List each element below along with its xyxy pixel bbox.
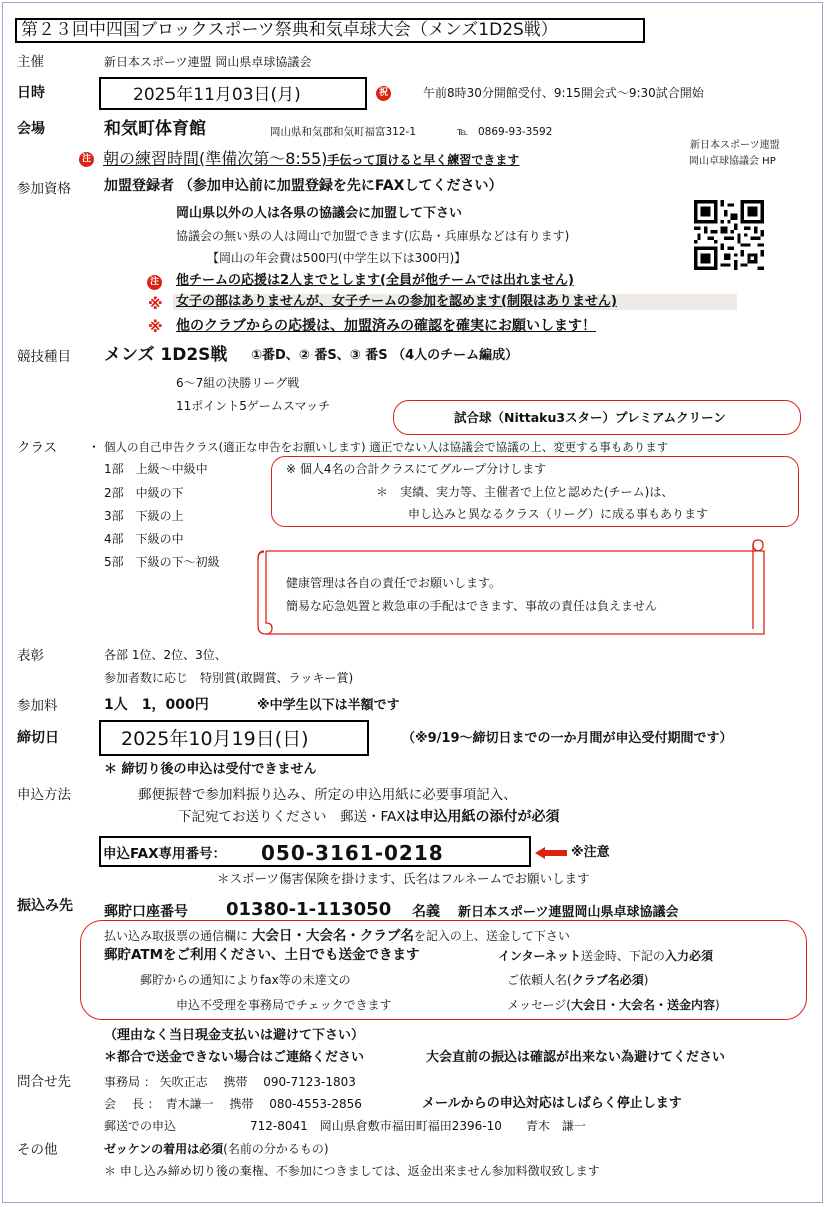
event-label: 競技種目 [17, 349, 71, 365]
fee-note: ※中学生以下は半額です [257, 698, 400, 713]
other-label: その他 [17, 1142, 58, 1158]
transfer-line2-b: インターネット [498, 949, 581, 963]
event-points: 11ポイント5ゲームスマッチ [176, 399, 331, 413]
deadline-warn: ＊ 締切り後の申込は受付できません [104, 762, 317, 777]
venue-address: 岡山県和気郡和気町福富312-1 [270, 126, 417, 138]
transfer-label: 振込み先 [17, 898, 73, 914]
practice-main: 朝の練習時間(準備次第〜8:55) [103, 149, 328, 168]
award-line1: 各部 1位、2位、3位、 [104, 648, 227, 662]
qr-code-icon[interactable] [694, 200, 764, 270]
other-line1 [104, 1142, 329, 1157]
contact-row2: 会 長 ： 青木謙一 携帯 080-4553-2856 [104, 1097, 362, 1111]
note-mark-icon: 注 [147, 275, 162, 290]
asterisk-mark-icon: ※ [148, 318, 163, 336]
contact-row2-note: メールからの申込対応はしばらく停止します [422, 1096, 682, 1111]
contact-row3-b: 712-8041 岡山県倉敷市福田町福田2396-10 青木 謙一 [250, 1119, 586, 1133]
eligibility-note3: 他のクラブからの応援は、加盟済みの確認を確実にお願いします！ [176, 318, 596, 334]
eligibility-note1: 他チームの応援は2人までとします(全員が他チームでは出れません) [176, 273, 574, 288]
transfer-line3-b-wrap [507, 973, 648, 988]
award-line2: 参加者数に応じ 特別賞(敢闘賞、ラッキー賞) [104, 671, 354, 685]
event-league: 6〜7組の決勝リーグ戦 [176, 376, 300, 390]
transfer-line2-c: 送金時、下記の [580, 949, 665, 963]
organizer-label: 主催 [17, 54, 44, 70]
transfer-line4-b: メッセージ( [507, 998, 571, 1012]
venue-label: 会場 [17, 121, 45, 137]
deadline-value: 2025年10月19日(日) [121, 728, 309, 750]
class-label: クラス [17, 440, 58, 456]
hp-line2: 岡山卓球協議会 HP [689, 156, 776, 167]
other-line1-a: ゼッケンの着用は必須 [104, 1142, 224, 1156]
eligibility-label: 参加資格 [17, 181, 71, 197]
transfer-line1 [104, 928, 570, 945]
fee-value: 1人 1，000円 [104, 697, 209, 713]
transfer-line3-a: 郵貯からの通知によりfax等の未達文の [140, 973, 351, 987]
date-box [99, 77, 367, 110]
class-level-5: 5部 下級の下〜初級 [104, 555, 220, 569]
eligibility-note2: 女子の部はありませんが、女子チームの参加を認めます(制限はありません) [173, 294, 737, 310]
class-level-4: 4部 下級の中 [104, 532, 184, 546]
transfer-line3-d: ) [643, 973, 649, 987]
account-name-value: 新日本スポーツ連盟岡山県卓球協議会 [458, 905, 679, 920]
apply-line2-b: は申込用紙の添付が必須 [405, 809, 560, 825]
eligibility-main: 加盟登録者 （参加申込前に加盟登録を先にFAXしてください） [104, 178, 503, 194]
eligibility-line3: 【岡山の年会費は500円(中学生以下は300円)】 [207, 251, 467, 265]
apply-line1: 郵便振替で参加料振り込み、所定の申込用紙に必要事項記入、 [138, 787, 517, 803]
cash-note: （理由なく当日現金支払いは避けて下さい） [104, 1028, 365, 1043]
hp-line1: 新日本スポーツ連盟 [690, 140, 780, 151]
award-label: 表彰 [17, 648, 44, 664]
transfer-line4-a: 申込不受理を事務局でチェックできます [176, 998, 392, 1012]
note-mark-icon: 注 [79, 152, 94, 167]
class-note-box [271, 456, 799, 527]
class-note3: 申し込みと異なるクラス（リーグ）に成る事もあります [408, 507, 709, 521]
contact-row1: 事務局 ： 矢吹正志 携帯 090-7123-1803 [104, 1075, 356, 1089]
class-note2: ＊ 実績、実力等、主催者で上位と認めた(チーム)は、 [376, 485, 674, 499]
event-ball: 試合球（Nittaku3スター）プレミアムクリーン [454, 410, 726, 425]
other-line2: ＊ 申し込み締め切り後の棄権、不参加につきましては、返金出来ません参加料徴収致します [104, 1164, 600, 1178]
transfer-line2-b-wrap [498, 949, 713, 964]
fax-note: ※注意 [571, 845, 610, 860]
account-label: 郵貯口座番号 [104, 904, 188, 920]
class-level-2: 2部 中級の下 [104, 486, 184, 500]
contact-note-a: ＊都合で送金できない場合はご連絡ください [104, 1050, 365, 1065]
class-bullet: ・ [88, 440, 101, 454]
transfer-line1-a: 払い込み取扱票の通信欄に [104, 929, 249, 943]
date-value: 2025年11月03日(月) [133, 85, 301, 105]
event-format: ①番D、② 番S、③ 番S （4人のチーム編成） [251, 348, 519, 363]
deadline-label: 締切日 [17, 730, 59, 746]
class-note1: ※ 個人4名の合計クラスにてグループ分けします [286, 462, 547, 476]
fax-box [99, 836, 531, 867]
contact-row3-a: 郵送での申込 [104, 1119, 177, 1133]
transfer-line2-a: 郵貯ATMをご利用ください、土日でも送金できます [104, 947, 420, 963]
class-level-1: 1部 上級〜中級中 [104, 462, 208, 476]
eligibility-line2: 協議会の無い県の人は岡山で加盟できます(広島・兵庫県などは有ります) [176, 229, 570, 243]
practice-text [103, 149, 519, 169]
arrow-left-icon [535, 847, 567, 859]
transfer-line4-d: ) [714, 998, 720, 1012]
date-label: 日時 [17, 85, 45, 101]
organizer-value: 新日本スポーツ連盟 岡山県卓球協議会 [104, 55, 312, 69]
fee-label: 参加料 [17, 698, 58, 714]
contact-label: 問合せ先 [17, 1074, 71, 1090]
account-name-label: 名義 [412, 904, 440, 920]
class-intro: 個人の自己申告クラス(適正な申告をお願いします) 適正でない人は協議会で協議の上、変更する事もあります [104, 440, 669, 454]
apply-line2-a: 下記宛てお送りください 郵送・FAX [178, 809, 406, 825]
transfer-line1-b: 大会日・大会名・クラブ名 [251, 928, 414, 944]
venue-tel-mark: ℡ [457, 126, 469, 138]
insurance-note: ＊スポーツ傷害保険を掛けます、氏名はフルネームでお願いします [217, 871, 590, 886]
date-detail: 午前8時30分開館受付、9:15開会式〜9:30試合開始 [423, 86, 704, 100]
ball-box [393, 400, 801, 435]
transfer-line3-b: ご依頼人名( [507, 973, 572, 987]
event-name: メンズ 1D2S戦 [104, 345, 228, 365]
page-title: 第２３回中四国ブロックスポーツ祭典和気卓球大会（メンズ1D2S戦） [15, 18, 645, 43]
apply-line2 [178, 809, 560, 827]
class-level-3: 3部 下級の上 [104, 509, 184, 523]
transfer-line2-d: 入力必須 [664, 949, 713, 963]
asterisk-mark-icon: ※ [148, 295, 163, 313]
practice-help: 手伝って頂けると早く練習できます [327, 153, 520, 167]
health-line1: 健康管理は各自の責任でお願いします。 [286, 576, 502, 590]
transfer-line4-c: 大会日・大会名・送金内容 [570, 998, 715, 1012]
transfer-line3-c: クラブ名必須 [571, 973, 644, 987]
eligibility-line1: 岡山県以外の人は各県の協議会に加盟して下さい [176, 206, 463, 221]
fax-label: 申込FAX専用番号： [103, 846, 227, 862]
transfer-line4-b-wrap [507, 998, 720, 1013]
deadline-box [99, 720, 369, 756]
other-line1-b: (名前の分かるもの) [223, 1142, 329, 1156]
health-line2: 簡易な応急処置と救急車の手配はできます、事故の責任は負えません [286, 599, 658, 613]
contact-note-b: 大会直前の振込は確認が出来ない為避けてください [426, 1050, 726, 1065]
venue-tel: 0869-93-3592 [478, 126, 553, 138]
holiday-mark-icon: 祝 [376, 86, 391, 101]
transfer-line1-c: を記入の上、送金して下さい [413, 929, 570, 943]
account-number[interactable]: 01380-1-113050 [226, 899, 392, 920]
venue-name: 和気町体育館 [104, 119, 206, 139]
deadline-note: （※9/19〜締切日までの一か月間が申込受付期間です） [402, 731, 733, 746]
apply-label: 申込方法 [17, 787, 71, 803]
fax-number[interactable]: 050-3161-0218 [261, 841, 444, 865]
